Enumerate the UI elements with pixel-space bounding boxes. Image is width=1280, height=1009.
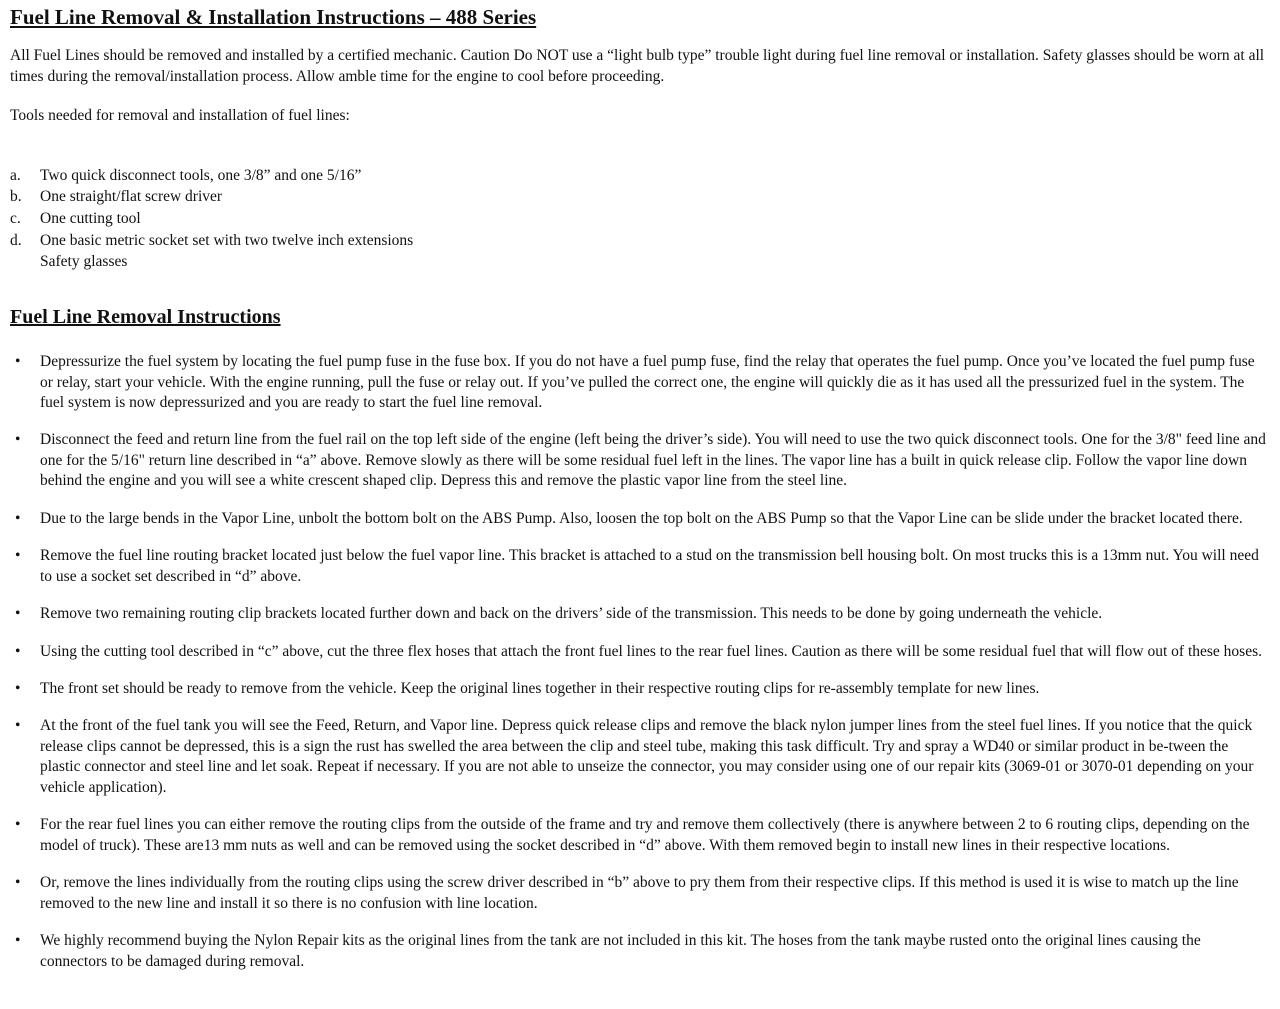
bullet-icon: • [15, 547, 21, 565]
step-text: Using the cutting tool described in “c” above, cut the three flex hoses that attach the front fuel lines to the rear fuel lines. Caution as there will be some residual fuel that will flow out of these hoses. [40, 642, 1262, 660]
step-text: Disconnect the feed and return line from the fuel rail on the top left side of the engine (left being the driver’s side). You will need to use the two quick disconnect tools. One for the 3/8" feed line and one for the 5/16" return line described in “a” above. Remove slowly as there will be some residual fuel left in the lines. The vapor line has a built in quick release clip. Follow the vapor line down behind the engine and you will see a white crescent shaped clip. Depress this and remove the plastic vapor line from the steel line. [40, 431, 1266, 490]
list-marker: c. [10, 209, 21, 227]
list-item [10, 642, 1266, 662]
step-text: Depressurize the fuel system by locating the fuel pump fuse in the fuse box. If you do not have a fuel pump fuse, find the relay that operates the fuel pump. Once you’ve located the fuel pump fuse or relay, start your vehicle. With the engine running, pull the fuse or relay out. If you’ve pulled the correct one, the engine will quickly die as it has used all the pressurized fuel in the system. The fuel system is now depressurized and you are ready to start the fuel line removal. [40, 353, 1255, 411]
bullet-icon: • [15, 874, 21, 892]
bullet-icon: • [15, 431, 21, 449]
tool-item-text: One cutting tool [40, 209, 141, 227]
tool-item-text [40, 230, 1266, 273]
bullet-icon: • [15, 816, 21, 834]
list-item [10, 716, 1266, 798]
list-item [10, 546, 1266, 587]
section-heading: Fuel Line Removal Instructions [10, 306, 281, 329]
step-text: For the rear fuel lines you can either remove the routing clips from the outside of the frame and try and remove them collectively (there is anywhere between 2 to 6 routing clips, depending on the model of truck). These are13 mm nuts as well and can be removed using the socket described in “d” above. With them removed begin to install new lines in their respective locations. [40, 816, 1250, 854]
list-item [10, 815, 1266, 856]
tool-item-text-sub: Safety glasses [40, 253, 128, 271]
tool-item-text: One straight/flat screw driver [40, 188, 223, 206]
step-text: At the front of the fuel tank you will see the Feed, Return, and Vapor line. Depress quick release clips and remove the black nylon jumper lines from the steel fuel lines. If you notice that the quick release clips cannot be depressed, this is a sign the rust has swelled the area between the clip and steel tube, making this task difficult. Try and spray a WD40 or similar product in be-tween the plastic connector and steel line and let soak. Repeat if necessary. If you are not able to unseize the connector, you may consider using one of our repair kits (3069-01 or 3070-01 depending on your vehicle application). [40, 717, 1254, 796]
intro-paragraph: All Fuel Lines should be removed and installed by a certified mechanic. Caution Do NOT use a “light bulb type” trouble light during fuel line removal or installation. Safety glasses should be worn at all times during the removal/installation process. Allow amble time for the engine to cool before proceeding. [10, 47, 1265, 85]
page-title: Fuel Line Removal & Installation Instructions – 488 Series [10, 5, 537, 29]
tools-heading: Tools needed for removal and installation of fuel lines: [10, 107, 350, 125]
step-text: The front set should be ready to remove from the vehicle. Keep the original lines together in their respective routing clips for re-assembly template for new lines. [40, 680, 1040, 698]
step-text: Remove two remaining routing clip brackets located further down and back on the drivers’ side of the transmission. This needs to be done by going underneath the vehicle. [40, 605, 1103, 623]
list-item [10, 931, 1266, 972]
bullet-icon: • [15, 932, 21, 950]
list-item [10, 430, 1266, 491]
tool-item-text: Two quick disconnect tools, one 3/8” and one 5/16” [40, 166, 362, 184]
bullet-icon: • [15, 642, 21, 660]
list-item [10, 604, 1266, 624]
step-text: We highly recommend buying the Nylon Repair kits as the original lines from the tank are not included in this kit. The hoses from the tank maybe rusted onto the original lines causing the connectors to be damaged during removal. [40, 932, 1201, 970]
bullet-icon: • [15, 680, 21, 698]
bullet-icon: • [15, 717, 21, 735]
step-text: Or, remove the lines individually from the routing clips using the screw driver described in “b” above to pry them from their respective clips. If this method is used it is wise to match up the line removed to the new line and install it so there is no confusion with line location. [40, 874, 1239, 912]
step-text: Remove the fuel line routing bracket located just below the fuel vapor line. This bracket is attached to a stud on the transmission bell housing bolt. On most trucks this is a 13mm nut. You will need to use a socket set described in “d” above. [40, 547, 1259, 585]
list-marker: d. [10, 231, 22, 249]
list-item [10, 509, 1266, 529]
list-item [10, 230, 1266, 273]
list-item [10, 165, 1266, 187]
list-marker: b. [10, 188, 22, 206]
bullet-icon: • [15, 605, 21, 623]
tools-list [10, 165, 1266, 273]
list-item [10, 679, 1266, 699]
list-item [10, 352, 1266, 413]
step-text: Due to the large bends in the Vapor Line, unbolt the bottom bolt on the ABS Pump. Also, loosen the top bolt on the ABS Pump so that the Vapor Line can be slide under the bracket located there. [40, 509, 1243, 527]
list-marker: a. [10, 166, 21, 184]
steps-list [10, 352, 1266, 972]
list-item [10, 186, 1266, 208]
tool-item-text-main: One basic metric socket set with two twelve inch extensions [40, 231, 414, 249]
list-item [10, 208, 1266, 230]
bullet-icon: • [15, 353, 21, 371]
list-item [10, 873, 1266, 914]
bullet-icon: • [15, 509, 21, 527]
